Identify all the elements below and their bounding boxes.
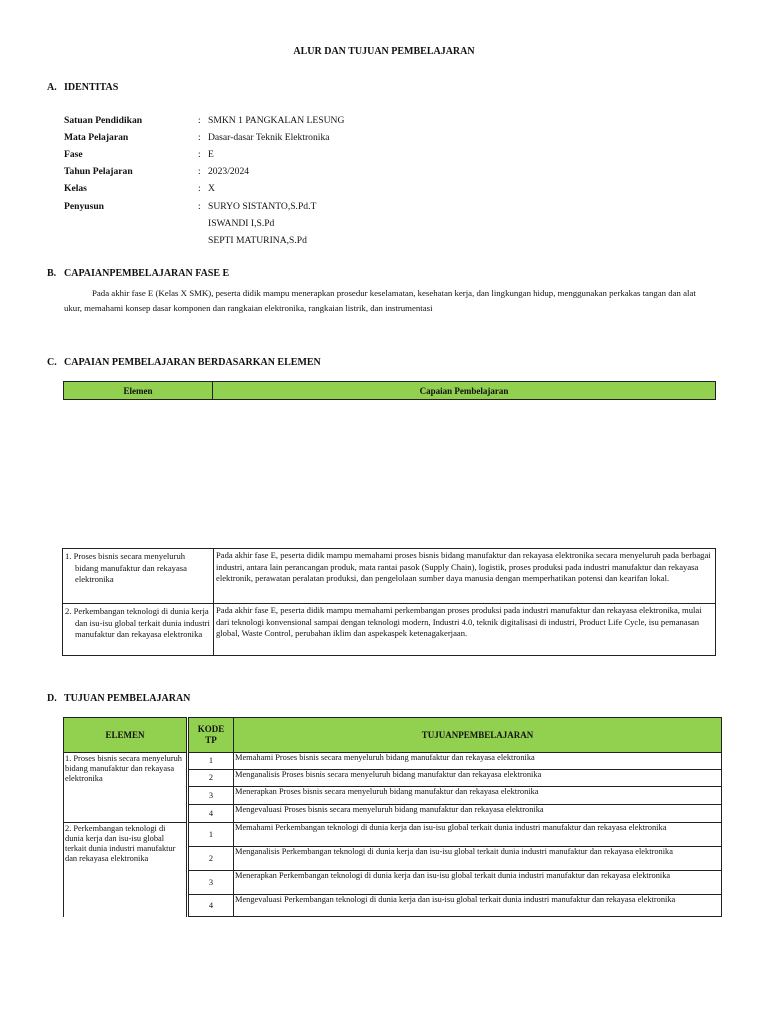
identity-value: X xyxy=(208,183,215,194)
elemen-text: 2. Perkembangan teknologi di dunia kerja dan isu-isu global terkait dunia industri manufaktur dan rekayasa elektronika xyxy=(65,606,210,639)
elemen-text: 1. Proses bisnis secara menyeluruh bidang manufaktur dan rekayasa elektronika xyxy=(65,551,187,584)
table-row xyxy=(64,823,722,847)
section-c-title: CAPAIAN PEMBELAJARAN BERDASARKAN ELEMEN xyxy=(64,357,321,368)
capaian-cell: Pada akhir fase E, peserta didik mampu memahami perkembangan proses produksi pada industri manufaktur dan rekayasa elektronika, mulai dari teknologi konvensional sampai dengan teknologi modern, Industri 4.0, teknik digitalisasi di industri, Product Life Cycle, isu pemanasan global, Waste Control, perubahan iklim dan aspekaspek ketenagakerjaan. xyxy=(214,604,716,656)
section-b-letter: B. xyxy=(47,268,57,279)
kode-cell: 4 xyxy=(189,895,234,917)
tujuan-cell: Mengevaluasi Perkembangan teknologi di dunia kerja dan isu-isu global terkait dunia industri manufaktur dan rekayasa elektronika xyxy=(234,895,722,917)
identity-label: Tahun Pelajaran xyxy=(64,166,133,177)
identity-value: E xyxy=(208,149,214,160)
capaian-table xyxy=(62,548,716,656)
col-elemen-header: ELEMEN xyxy=(64,718,187,753)
col-elemen-header: Elemen xyxy=(64,382,213,400)
document-title: ALUR DAN TUJUAN PEMBELAJARAN xyxy=(293,46,475,57)
identity-colon: : xyxy=(198,183,201,194)
identity-colon: : xyxy=(198,201,201,212)
tujuan-table xyxy=(63,717,722,917)
tujuan-cell: Menerapkan Proses bisnis secara menyeluruh bidang manufaktur dan rekayasa elektronika xyxy=(234,787,722,805)
col-capaian-header: Capaian Pembelajaran xyxy=(213,382,716,400)
identity-colon: : xyxy=(198,132,201,143)
section-d-heading xyxy=(47,693,347,707)
elemen-cell xyxy=(63,549,214,604)
identity-value: Dasar-dasar Teknik Elektronika xyxy=(208,132,330,143)
kode-cell: 2 xyxy=(189,770,234,787)
identity-value: ISWANDI I,S.Pd xyxy=(208,218,275,229)
section-d-letter: D. xyxy=(47,693,57,704)
section-b-heading xyxy=(47,268,347,282)
section-b-paragraph: Pada akhir fase E (Kelas X SMK), peserta didik mampu menerapkan prosedur keselamatan, kesehatan kerja, dan lingkungan hidup, menggunakan perkakas tangan dan alat ukur, memahami konsep dasar komponen dan rangkaian elektronika, rangkaian listrik, dan instrumentasi xyxy=(64,288,696,313)
identity-label: Fase xyxy=(64,149,83,160)
identity-value: SURYO SISTANTO,S.Pd.T xyxy=(208,201,317,212)
identity-label: Mata Pelajaran xyxy=(64,132,129,143)
identity-colon: : xyxy=(198,166,201,177)
elemen-cell xyxy=(63,604,214,656)
kode-cell: 1 xyxy=(189,823,234,847)
elemen-cell: 2. Perkembangan teknologi di dunia kerja dan isu-isu global terkait dunia industri manufaktur dan rekayasa elektronika xyxy=(64,823,187,917)
section-a-heading xyxy=(47,82,347,96)
section-c-letter: C. xyxy=(47,357,57,368)
tujuan-header-row xyxy=(64,718,722,753)
identity-label: Satuan Pendidikan xyxy=(64,115,143,126)
kode-cell: 1 xyxy=(189,753,234,770)
table-row xyxy=(63,604,716,656)
tujuan-cell: Menganalisis Proses bisnis secara menyeluruh bidang manufaktur dan rekayasa elektronika xyxy=(234,770,722,787)
identity-label: Penyusun xyxy=(64,201,104,212)
kode-cell: 3 xyxy=(189,871,234,895)
section-c-heading xyxy=(47,357,367,371)
identity-colon: : xyxy=(198,149,201,160)
col-kode-label: KODE xyxy=(197,724,225,734)
col-kode-header xyxy=(189,718,234,753)
identity-label: Kelas xyxy=(64,183,87,194)
elemen-cell: 1. Proses bisnis secara menyeluruh bidang manufaktur dan rekayasa elektronika xyxy=(64,753,187,823)
kode-cell: 2 xyxy=(189,847,234,871)
table-row xyxy=(63,549,716,604)
capaian-header-table xyxy=(63,381,716,400)
capaian-cell: Pada akhir fase E, peserta didik mampu memahami proses bisnis bidang manufaktur dan rekayasa elektronika secara menyeluruh pada berbagai industri, antara lain perancangan produk, mata rantai pasok (Supply Chain), logistik, proses produksi pada industri manufaktur dan rekayasa elektronik, perawatan peralatan produksi, dan pengelolaan sumber daya manusia dengan memperhatikan potensi dan kearifan lokal. xyxy=(214,549,716,604)
identity-colon: : xyxy=(198,115,201,126)
section-a-letter: A. xyxy=(47,82,57,93)
kode-cell: 3 xyxy=(189,787,234,805)
identity-value: 2023/2024 xyxy=(208,166,250,177)
col-tujuan-header: TUJUANPEMBELAJARAN xyxy=(234,718,722,753)
identity-value: SEPTI MATURINA,S.Pd xyxy=(208,235,307,246)
kode-cell: 4 xyxy=(189,805,234,823)
table-row xyxy=(64,753,722,770)
identity-value: SMKN 1 PANGKALAN LESUNG xyxy=(208,115,345,126)
section-a-title: IDENTITAS xyxy=(64,82,119,93)
tujuan-cell: Memahami Proses bisnis secara menyeluruh bidang manufaktur dan rekayasa elektronika xyxy=(234,753,722,770)
tujuan-cell: Menerapkan Perkembangan teknologi di dunia kerja dan isu-isu global terkait dunia industri manufaktur dan rekayasa elektronika xyxy=(234,871,722,895)
col-tp-label: TP xyxy=(205,735,217,745)
tujuan-cell: Mengevaluasi Proses bisnis secara menyeluruh bidang manufaktur dan rekayasa elektronika xyxy=(234,805,722,823)
tujuan-cell: Menganalisis Perkembangan teknologi di dunia kerja dan isu-isu global terkait dunia industri manufaktur dan rekayasa elektronika xyxy=(234,847,722,871)
tujuan-cell: Memahami Perkembangan teknologi di dunia kerja dan isu-isu global terkait dunia industri manufaktur dan rekayasa elektronika xyxy=(234,823,722,847)
section-b-title: CAPAIANPEMBELAJARAN FASE E xyxy=(64,268,230,279)
section-d-title: TUJUAN PEMBELAJARAN xyxy=(64,693,191,704)
